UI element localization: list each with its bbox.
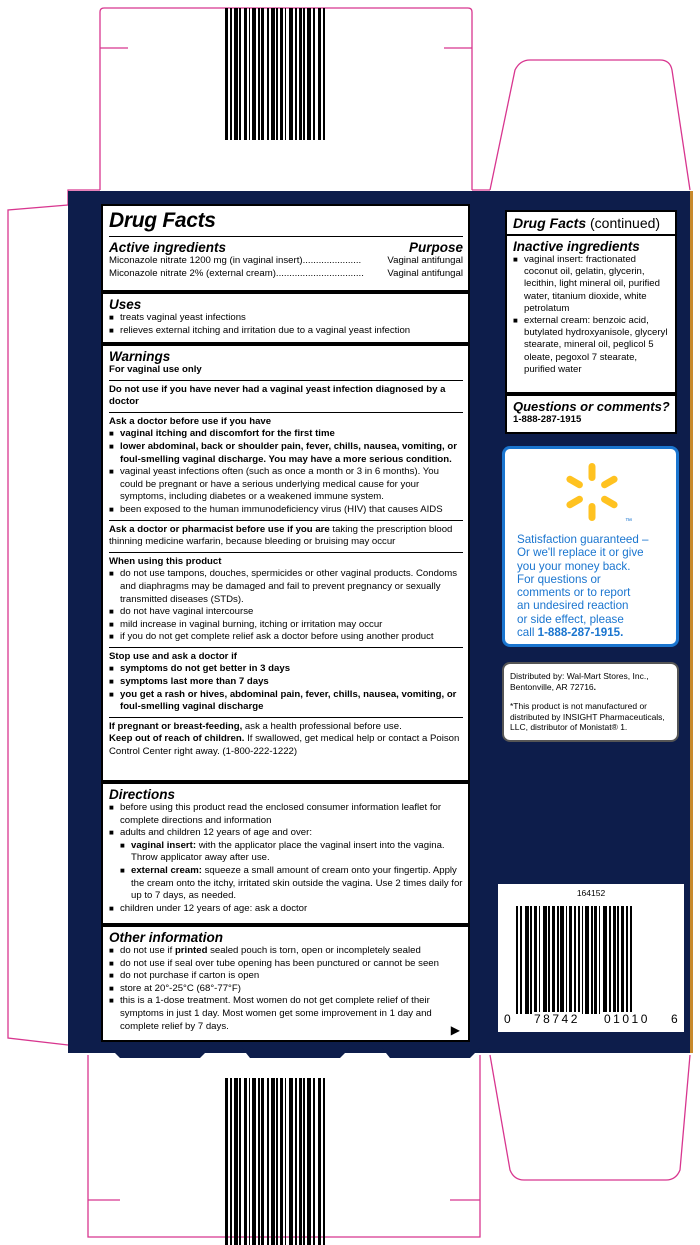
drug-facts-header-panel [101,204,470,292]
upc-digit-left: 0 [504,1012,511,1026]
directions-list [109,802,463,915]
list-item: ■ relieves external itching and irritation due to a vaginal yeast infection [109,325,463,338]
upc-group-right: 01010 [604,1012,650,1026]
list-item: ■ do not use if printed sealed pouch is torn, open or incompletely sealed [109,945,463,958]
upc-barcode [516,906,632,1014]
questions-phone: 1-888-287-1915 [513,414,582,425]
vaginal-use-only: For vaginal use only [109,364,202,375]
list-item: ■ do not use if seal over tube opening has been punctured or cannot be seen [109,958,463,971]
side-panel-edge [690,191,693,1053]
list-item: ■ do not use tampons, douches, spermicides or other vaginal products. Condoms and diaphragms may be damaged and fail to prevent pregnancy or sexually transmitted diseases (STDs). [109,568,463,606]
drug-facts-continued-title: Drug Facts (continued) [513,215,661,231]
top-flap-barcode [225,8,325,140]
questions-panel [505,394,677,434]
drug-facts-title: Drug Facts [109,209,216,232]
other-info-heading: Other information [109,930,223,945]
inactive-ingredients-heading: Inactive ingredients [513,239,640,254]
upc-digit-right: 6 [671,1012,678,1026]
warnings-heading: Warnings [109,349,171,364]
list-item: ■ lower abdominal, back or shoulder pain, fever, chills, nausea, vomiting, or foul-smelling vaginal discharge. You may have a more serious condition. [109,441,463,466]
stop-use-heading: Stop use and ask a doctor if [109,650,237,662]
ask-doctor-heading: Ask a doctor before use if you have [109,415,272,427]
list-item: ■ been exposed to the human immunodeficiency virus (HIV) that causes AIDS [109,504,463,517]
uses-list [109,312,463,337]
keep-out-warning: Keep out of reach of children. If swallowed, get medical help or contact a Poison Control Center right away. (1-800-222-1222) [109,733,460,758]
left-side-flap [8,205,68,1045]
upc-code-top: 164152 [576,888,606,898]
active-ingredients-heading: Active ingredients [109,240,227,255]
right-bottom-flap [490,1055,690,1180]
upc-barcode-panel [498,884,684,1032]
list-item: ■ store at 20°-25°C (68°-77°F) [109,983,463,996]
list-item: ■ you get a rash or hives, abdominal pain, fever, chills, nausea, vomiting, or foul-smelling vaginal discharge [109,689,463,714]
uses-panel [101,292,470,344]
list-item: ■ symptoms last more than 7 days [109,676,463,689]
directions-panel [101,782,470,925]
list-item: ■ do not purchase if carton is open [109,970,463,983]
right-top-flap [490,60,690,190]
active-row: Miconazole nitrate 1200 mg (in vaginal insert)...................... Vaginal antifungal [109,255,463,266]
guarantee-text: Satisfaction guaranteed – Or we'll replace it or give you your money back. For questions or comments or to report an undesired reaction or side effect, please call 1-888-287-1915. [517,533,649,640]
trademark-symbol: ™ [625,518,632,525]
upc-group-left: 78742 [534,1012,580,1026]
questions-heading: Questions or comments? [513,399,670,414]
ask-doctor-list [109,428,463,516]
list-item: ■ treats vaginal yeast infections [109,312,463,325]
list-item: ■ external cream: squeeze a small amount of cream onto your fingertip. Apply the cream onto the itchy, irritated skin outside the vagina. Use 2 times daily for up to 7 days, as needed. [109,865,463,903]
list-item: ■ external cream: benzoic acid, butylated hydroxyanisole, glyceryl stearate, mineral oil, peglicol 5 oleate, pegoxol 7 stearate, purified water [513,315,670,376]
active-row: Miconazole nitrate 2% (external cream)................................. Vaginal antifungal [109,267,463,279]
when-using-list [109,568,463,644]
directions-heading: Directions [109,787,176,802]
list-item: ■ mild increase in vaginal burning, itching or irritation may occur [109,619,463,632]
inactive-ingredients-panel [505,210,677,394]
pregnant-warning: If pregnant or breast-feeding, ask a health professional before use. [109,720,402,732]
list-item: ■ vaginal itching and discomfort for the first time [109,428,463,441]
list-item: ■ do not have vaginal intercourse [109,606,463,619]
when-using-heading: When using this product [109,555,222,567]
list-item: ■ this is a 1-dose treatment. Most women do not get complete relief of their symptoms in just 1 day. Most women get some improvement in 1 day and complete relief by 7 days. [109,995,463,1033]
list-item: ■ children under 12 years of age: ask a doctor [109,903,463,916]
walmart-guarantee-box [502,446,679,647]
warnings-panel [101,344,470,782]
list-item: ■ vaginal yeast infections often (such as once a month or 3 in 6 months). You could be pregnant or have a serious underlying medical cause for your symptoms, including diabetes or a weakened immune system. [109,466,463,504]
bottom-flap-barcode [225,1078,325,1245]
other-info-list [109,945,463,1033]
uses-heading: Uses [109,297,142,312]
list-item: ■ vaginal insert: with the applicator place the vaginal insert into the vagina. Throw applicator away after use. [109,840,463,865]
list-item: ■ adults and children 12 years of age and over: [109,827,463,840]
ask-pharmacist: Ask a doctor or pharmacist before use if you are taking the prescription blood thinning medicine warfarin, because bleeding or bruising may occur [109,523,453,548]
list-item: ■ symptoms do not get better in 3 days [109,663,463,676]
list-item: ■ vaginal insert: fractionated coconut oil, gelatin, glycerin, lecithin, light mineral oil, purified water, titanium dioxide, white petrolatum [513,254,670,315]
continue-arrow-icon: ▶ [450,1023,460,1037]
other-information-panel [101,925,470,1042]
purpose-heading: Purpose [408,240,463,255]
stop-use-list [109,663,463,713]
walmart-spark-icon [561,461,623,523]
list-item: ■ if you do not get complete relief ask a doctor before using another product [109,631,463,644]
scalloped-edge [100,1048,480,1062]
do-not-use: Do not use if you have never had a vaginal yeast infection diagnosed by a doctor [109,383,446,408]
inactive-list [513,254,670,376]
distributor-text: Distributed by: Wal-Mart Stores, Inc., Bentonville, AR 72716. *This product is not manufactured or distributed by INSIGHT Pharmaceuticals, LLC, distributor of Monistat® 1. [510,671,665,733]
list-item: ■ before using this product read the enclosed consumer information leaflet for complete directions and information [109,802,463,827]
distributor-box [502,662,679,742]
